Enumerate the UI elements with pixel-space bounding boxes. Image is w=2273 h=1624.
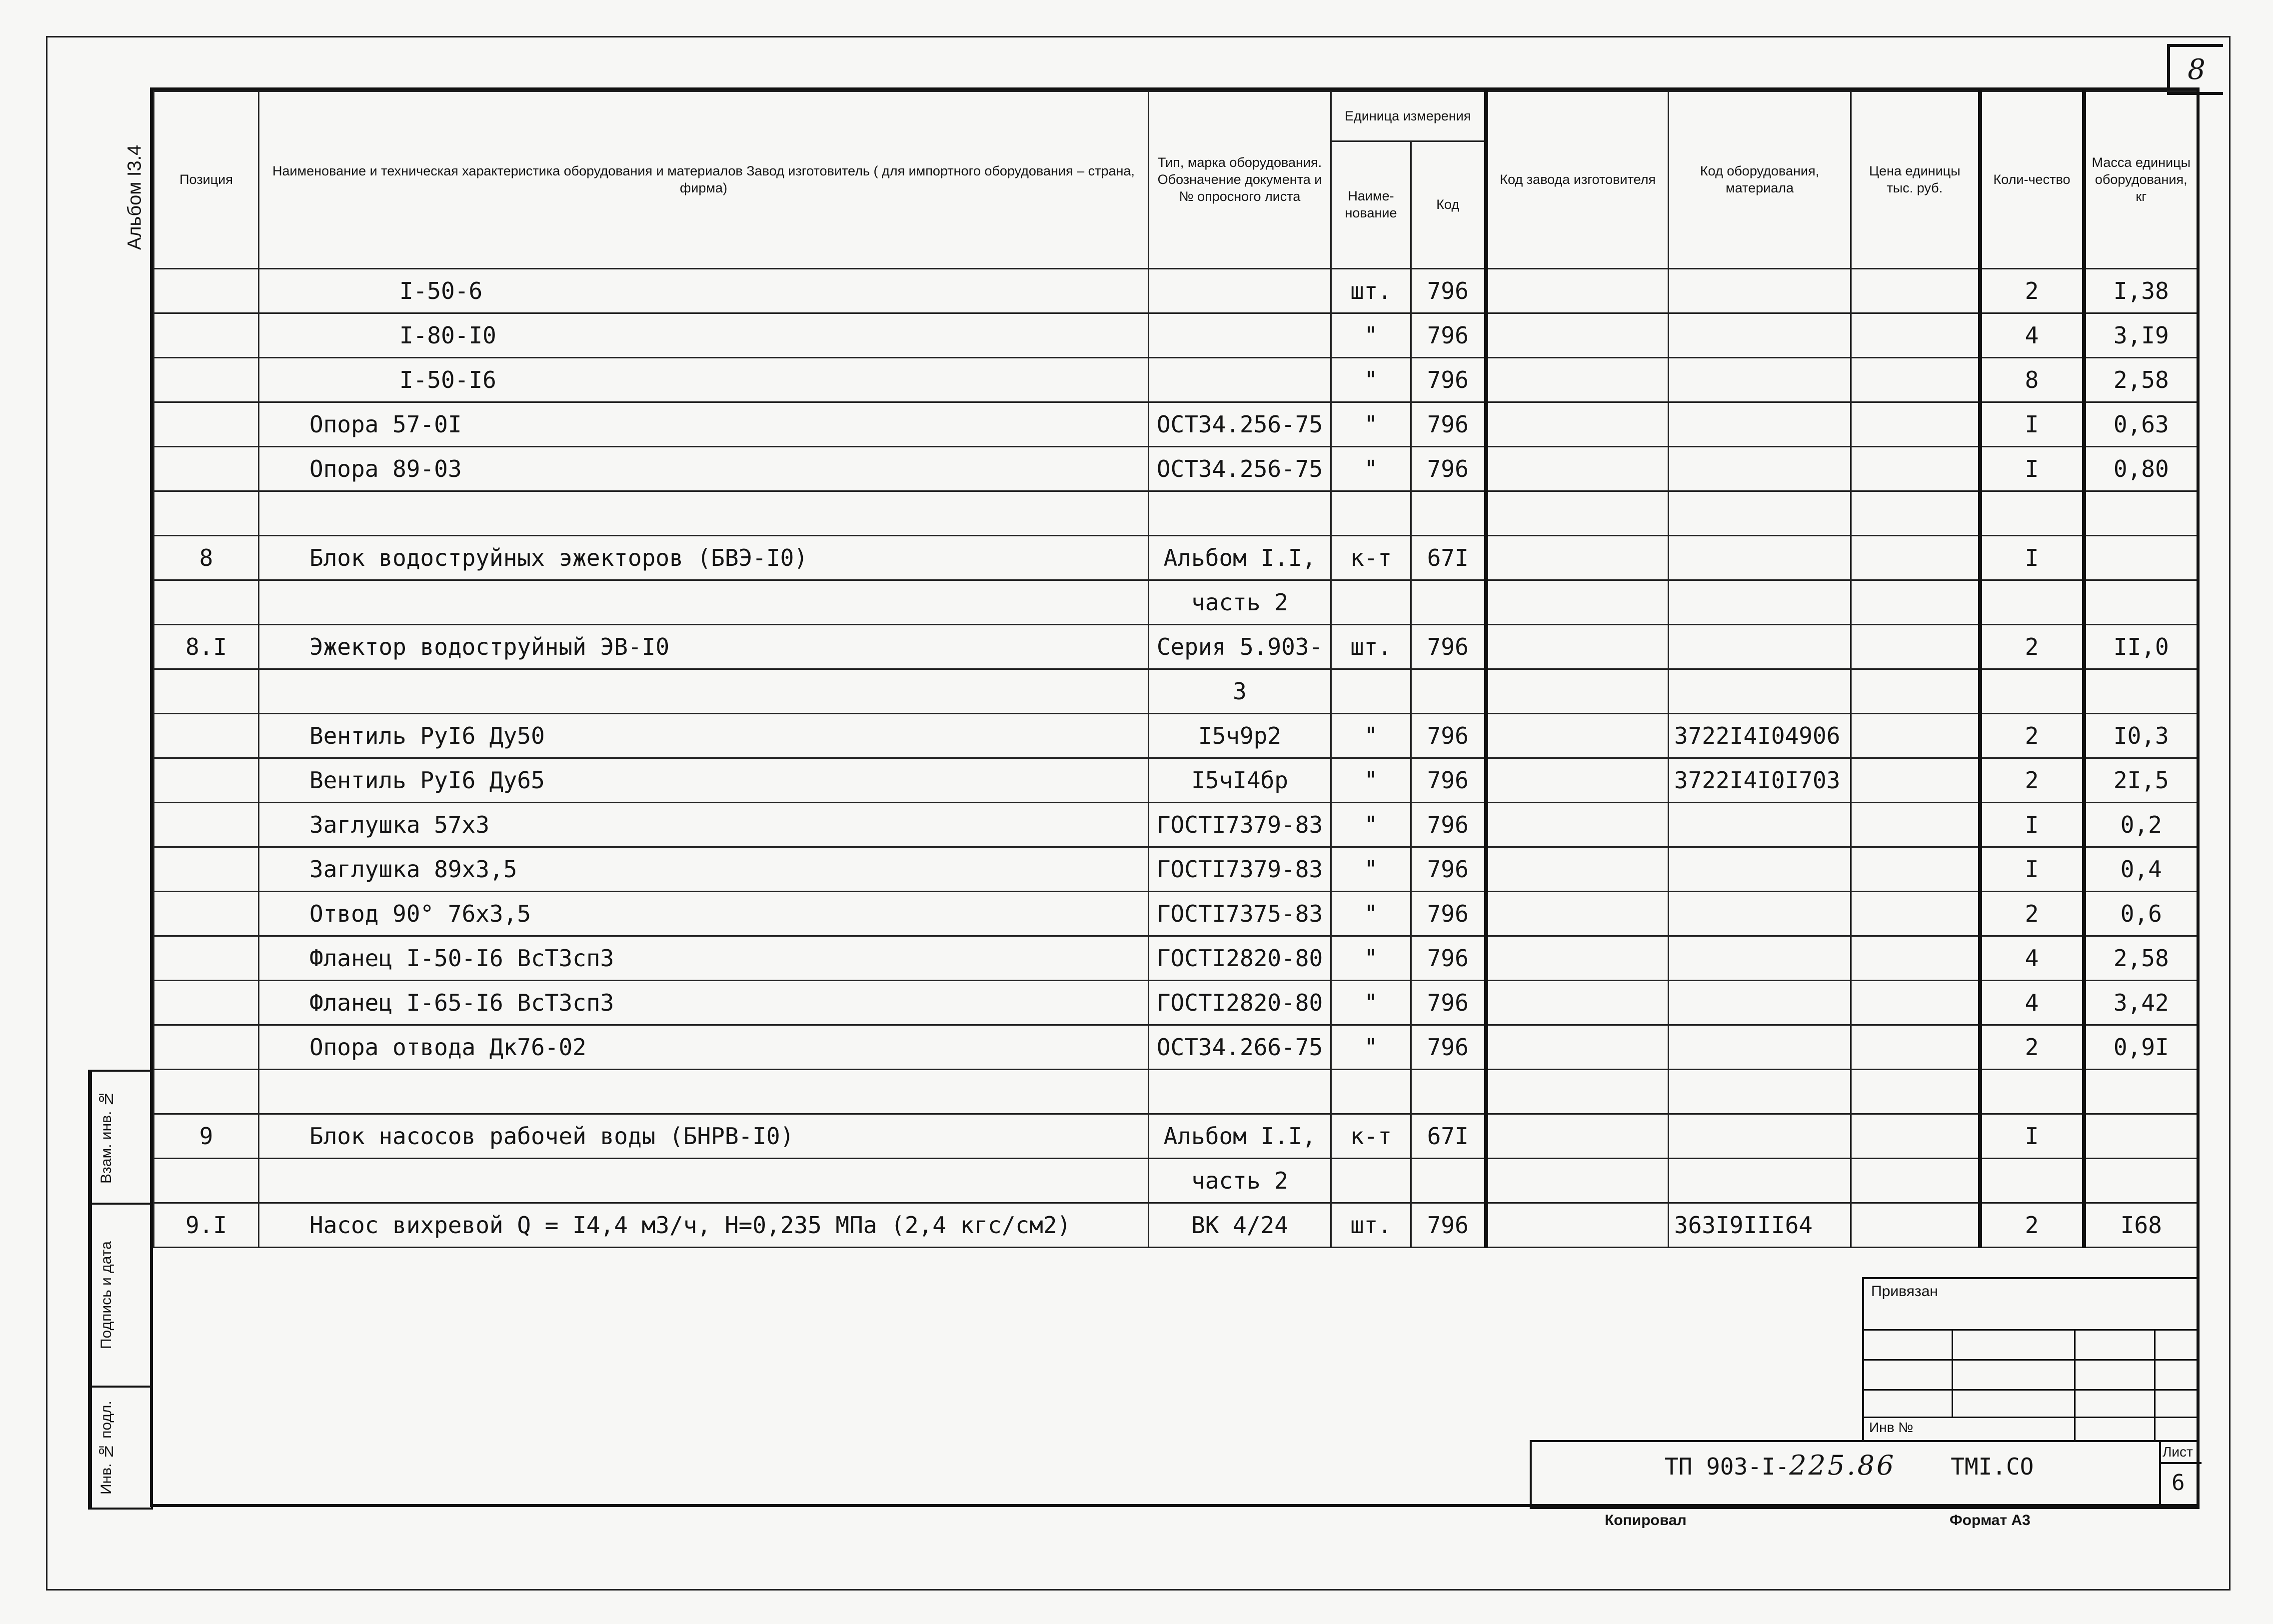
row-position: 8.I xyxy=(154,625,259,669)
row-unit: " xyxy=(1331,714,1411,758)
row-unit-code: 796 xyxy=(1411,358,1486,402)
row-unit: " xyxy=(1331,402,1411,447)
row-mass: 0,9I xyxy=(2084,1025,2198,1070)
row-type: Альбом I.I, xyxy=(1149,1114,1331,1159)
row-unit: " xyxy=(1331,803,1411,847)
row-mass: 3,42 xyxy=(2084,981,2198,1025)
row-type: I5ч9р2 xyxy=(1149,714,1331,758)
row-mass: II,0 xyxy=(2084,625,2198,669)
header-type: Тип, марка оборудования. Обозначение документа и № опросного листа xyxy=(1149,91,1331,269)
header-position: Позиция xyxy=(154,91,259,269)
header-name: Наименование и техническая характеристика оборудования и материалов Завод изготовитель ( для импортного оборудования – страна, фирма) xyxy=(259,91,1149,269)
row-unit: " xyxy=(1331,358,1411,402)
row-qty: I xyxy=(1980,447,2084,491)
row-type: ГОСТI2820-80 xyxy=(1149,981,1331,1025)
row-position: 8 xyxy=(154,536,259,580)
row-type: ОСТ34.266-75 xyxy=(1149,1025,1331,1070)
stamp-inv-label: Инв. № подл. xyxy=(90,1388,121,1508)
header-equip-code: Код оборудования, материала xyxy=(1669,91,1851,269)
row-unit-code: 796 xyxy=(1411,936,1486,981)
row-qty: 4 xyxy=(1980,313,2084,358)
row-unit: " xyxy=(1331,447,1411,491)
header-unit-group: Единица измерения xyxy=(1331,91,1486,141)
row-qty: 2 xyxy=(1980,625,2084,669)
row-name: Вентиль РуI6 Ду65 xyxy=(259,758,1149,803)
row-position: 9 xyxy=(154,1114,259,1159)
row-unit-code: 796 xyxy=(1411,892,1486,936)
row-mass: 0,63 xyxy=(2084,402,2198,447)
row-name: Блок насосов рабочей воды (БНРВ-I0) xyxy=(259,1114,1149,1159)
header-plant-code: Код завода изготовителя xyxy=(1486,91,1669,269)
row-type: часть 2 xyxy=(1149,580,1331,625)
row-mass: I68 xyxy=(2084,1203,2198,1248)
row-qty: 8 xyxy=(1980,358,2084,402)
header-qty: Коли-чество xyxy=(1980,91,2084,269)
row-name: Опора 89-03 xyxy=(259,447,1149,491)
row-mass: I0,3 xyxy=(2084,714,2198,758)
row-unit-code: 796 xyxy=(1411,1025,1486,1070)
row-equip-code: 3722I4I0I703 xyxy=(1669,758,1851,803)
row-equip-code: 363I9III64 xyxy=(1669,1203,1851,1248)
row-mass: 0,4 xyxy=(2084,847,2198,892)
doc-code-hand: 225.86 xyxy=(1789,1450,1896,1481)
stamp-inv xyxy=(88,1386,153,1510)
header-mass: Масса единицы оборудования, кг xyxy=(2084,91,2198,269)
row-qty: 2 xyxy=(1980,714,2084,758)
row-position: 9.I xyxy=(154,1203,259,1248)
row-type: ГОСТI7379-83 xyxy=(1149,803,1331,847)
row-qty: I xyxy=(1980,402,2084,447)
row-name: Блок водоструйных эжекторов (БВЭ-I0) xyxy=(259,536,1149,580)
row-unit: " xyxy=(1331,981,1411,1025)
row-qty: I xyxy=(1980,847,2084,892)
kopiroval-label: Копировал xyxy=(1605,1512,1687,1529)
inv-no-label: Инв № xyxy=(1869,1420,1914,1435)
row-unit-code: 796 xyxy=(1411,1203,1486,1248)
row-type: ГОСТI2820-80 xyxy=(1149,936,1331,981)
row-name: Опора отвода Дк76-02 xyxy=(259,1025,1149,1070)
row-type: Серия 5.903- xyxy=(1149,625,1331,669)
row-unit: " xyxy=(1331,892,1411,936)
row-unit-code: 67I xyxy=(1411,536,1486,580)
row-type: Альбом I.I, xyxy=(1149,536,1331,580)
row-unit: шт. xyxy=(1331,269,1411,313)
row-unit-code: 796 xyxy=(1411,847,1486,892)
sheet-number: 8 xyxy=(2167,44,2223,95)
header-price: Цена единицы тыс. руб. xyxy=(1851,91,1980,269)
row-unit-code: 796 xyxy=(1411,714,1486,758)
row-unit: " xyxy=(1331,313,1411,358)
row-qty: 2 xyxy=(1980,892,2084,936)
row-type: часть 2 xyxy=(1149,1159,1331,1203)
row-qty: 2 xyxy=(1980,269,2084,313)
row-type: ГОСТI7375-83 xyxy=(1149,892,1331,936)
row-qty: I xyxy=(1980,803,2084,847)
format-label: Формат А3 xyxy=(1950,1512,2031,1529)
row-unit-code: 796 xyxy=(1411,758,1486,803)
row-name: Фланец I-50-I6 ВсТ3сп3 xyxy=(259,936,1149,981)
row-mass: I,38 xyxy=(2084,269,2198,313)
row-type: ВК 4/24 xyxy=(1149,1203,1331,1248)
header-unit-code: Код xyxy=(1411,141,1486,269)
row-name: Насос вихревой Q = I4,4 м3/ч, Н=0,235 МПа (2,4 кгс/см2) xyxy=(259,1203,1149,1248)
row-name: Заглушка 57х3 xyxy=(259,803,1149,847)
row-unit-code: 67I xyxy=(1411,1114,1486,1159)
row-type: ОСТ34.256-75 xyxy=(1149,402,1331,447)
row-mass: 0,80 xyxy=(2084,447,2198,491)
header-unit-name: Наиме-нование xyxy=(1331,141,1411,269)
row-unit: " xyxy=(1331,936,1411,981)
row-name: Отвод 90° 76х3,5 xyxy=(259,892,1149,936)
row-unit: " xyxy=(1331,758,1411,803)
row-unit: к-т xyxy=(1331,1114,1411,1159)
row-name: Эжектор водоструйный ЭВ-I0 xyxy=(259,625,1149,669)
document-code xyxy=(1665,1450,2034,1481)
row-qty: 4 xyxy=(1980,981,2084,1025)
row-unit-code: 796 xyxy=(1411,269,1486,313)
row-name: Заглушка 89х3,5 xyxy=(259,847,1149,892)
row-unit: шт. xyxy=(1331,1203,1411,1248)
row-name: I-50-6 xyxy=(259,269,1149,313)
row-mass: 2,58 xyxy=(2084,936,2198,981)
stamp-podpis xyxy=(88,1203,153,1388)
row-name: Фланец I-65-I6 ВсТ3сп3 xyxy=(259,981,1149,1025)
stamp-vzam-label: Взам. инв. № xyxy=(90,1072,121,1203)
row-qty: I xyxy=(1980,1114,2084,1159)
row-unit: шт. xyxy=(1331,625,1411,669)
album-label: Альбом I3.4 xyxy=(124,144,145,250)
row-mass: 2I,5 xyxy=(2084,758,2198,803)
row-qty: 4 xyxy=(1980,936,2084,981)
privyazan-label: Привязан xyxy=(1871,1283,1938,1300)
row-name: Опора 57-0I xyxy=(259,402,1149,447)
privyazan-block xyxy=(1862,1277,2200,1442)
row-type: ОСТ34.256-75 xyxy=(1149,447,1331,491)
row-name: Вентиль РуI6 Ду50 xyxy=(259,714,1149,758)
doc-suffix: ТМI.СО xyxy=(1951,1453,2034,1480)
row-type: 3 xyxy=(1149,669,1331,714)
row-unit-code: 796 xyxy=(1411,803,1486,847)
margin-stamps xyxy=(88,1070,153,1510)
list-label: Лист xyxy=(2163,1444,2193,1460)
row-mass: 0,6 xyxy=(2084,892,2198,936)
row-unit-code: 796 xyxy=(1411,313,1486,358)
row-unit: " xyxy=(1331,847,1411,892)
doc-code-prefix: ТП 903-I- xyxy=(1665,1453,1790,1480)
row-equip-code: 3722I4I04906 xyxy=(1669,714,1851,758)
row-type: I5чI4бр xyxy=(1149,758,1331,803)
row-mass: 0,2 xyxy=(2084,803,2198,847)
row-qty: I xyxy=(1980,536,2084,580)
row-mass: 3,I9 xyxy=(2084,313,2198,358)
row-name: I-80-I0 xyxy=(259,313,1149,358)
row-unit-code: 796 xyxy=(1411,447,1486,491)
stamp-vzam xyxy=(88,1070,153,1205)
row-unit-code: 796 xyxy=(1411,625,1486,669)
row-unit: " xyxy=(1331,1025,1411,1070)
stamp-podpis-label: Подпись и дата xyxy=(90,1205,121,1386)
row-name: I-50-I6 xyxy=(259,358,1149,402)
row-unit-code: 796 xyxy=(1411,402,1486,447)
row-unit: к-т xyxy=(1331,536,1411,580)
row-mass: 2,58 xyxy=(2084,358,2198,402)
row-qty: 2 xyxy=(1980,1203,2084,1248)
row-unit-code: 796 xyxy=(1411,981,1486,1025)
row-qty: 2 xyxy=(1980,758,2084,803)
row-qty: 2 xyxy=(1980,1025,2084,1070)
row-type: ГОСТI7379-83 xyxy=(1149,847,1331,892)
list-number: 6 xyxy=(2172,1470,2185,1496)
